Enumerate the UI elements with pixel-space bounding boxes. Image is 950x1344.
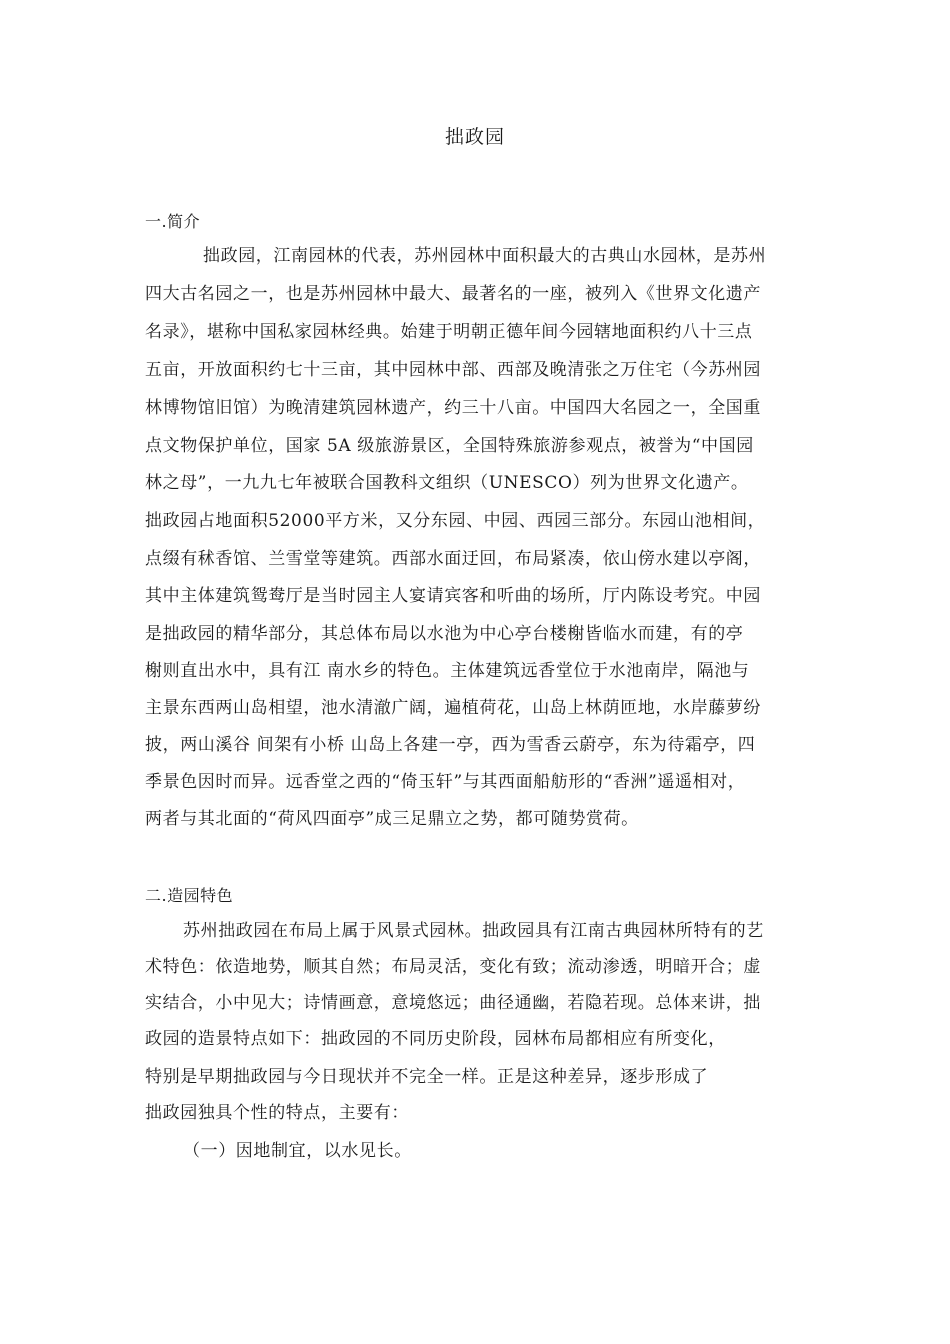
paragraph-line: 披，两山溪谷 间架有小桥 山岛上各建一亭，西为雪香云蔚亭，东为待霜亭，四 xyxy=(145,735,756,755)
paragraph-line: 四大古名园之一，也是苏州园林中最大、最著名的一座，被列入《世界文化遗产 xyxy=(145,284,761,304)
paragraph-line: 苏州拙政园在布局上属于风景式园林。拙政园具有江南古典园林所特有的艺 xyxy=(183,921,764,941)
subsection-heading: （一）因地制宜，以水见长。 xyxy=(183,1141,412,1161)
paragraph-line: 是拙政园的精华部分，其总体布局以水池为中心亭台楼榭皆临水而建，有的亭 xyxy=(145,624,744,644)
paragraph-line: 政园的造景特点如下：拙政园的不同历史阶段，园林布局都相应有所变化， xyxy=(145,1029,726,1049)
paragraph-line: 主景东西两山岛相望，池水清澈广阔，遍植荷花，山岛上林荫匝地，水岸藤萝纷 xyxy=(145,698,761,718)
paragraph-line: 实结合，小中见大；诗情画意，意境悠远；曲径通幽，若隐若现。总体来讲，拙 xyxy=(145,993,761,1013)
paragraph-line: 特别是早期拙政园与今日现状并不完全一样。正是这种差异，逐步形成了 xyxy=(145,1067,709,1087)
paragraph-line: 术特色：依造地势，顺其自然；布局灵活，变化有致；流动渗透，明暗开合；虚 xyxy=(145,957,761,977)
paragraph-line: 点缀有秫香馆、兰雪堂等建筑。西部水面迂回，布局紧凑，依山傍水建以亭阁， xyxy=(145,549,761,569)
page-title: 拙政园 xyxy=(444,126,505,148)
paragraph-line: 拙政园占地面积52000平方米，又分东园、中园、西园三部分。东园山池相间， xyxy=(145,511,766,531)
paragraph-line: 拙政园独具个性的特点，主要有： xyxy=(145,1103,409,1123)
paragraph-line: 林之母”，一九九七年被联合国教科文组织（UNESCO）列为世界文化遗产。 xyxy=(145,473,749,493)
section-heading-intro: 一.简介 xyxy=(145,212,201,231)
paragraph-line: 林博物馆旧馆）为晚清建筑园林遗产，约三十八亩。中国四大名园之一，全国重 xyxy=(145,398,761,418)
paragraph-line: 五亩，开放面积约七十三亩，其中园林中部、西部及晚清张之万住宅（今苏州园 xyxy=(145,360,761,380)
paragraph-line: 名录》，堪称中国私家园林经典。始建于明朝正德年间今园辖地面积约八十三点 xyxy=(145,322,753,342)
paragraph-line: 榭则直出水中，具有江 南水乡的特色。主体建筑远香堂位于水池南岸，隔池与 xyxy=(145,661,750,681)
section-heading-features: 二.造园特色 xyxy=(145,886,234,905)
paragraph-line: 两者与其北面的“荷风四面亭”成三足鼎立之势，都可随势赏荷。 xyxy=(145,809,639,829)
paragraph-line: 季景色因时而异。远香堂之西的“倚玉轩”与其西面船舫形的“香洲”遥遥相对， xyxy=(145,772,746,792)
paragraph-line: 点文物保护单位，国家 5A 级旅游景区，全国特殊旅游参观点，被誉为“中国园 xyxy=(145,436,754,456)
paragraph-line: 拙政园，江南园林的代表，苏州园林中面积最大的古典山水园林，是苏州 xyxy=(203,246,767,266)
paragraph-line: 其中主体建筑鸳鸯厅是当时园主人宴请宾客和听曲的场所，厅内陈设考究。中园 xyxy=(145,586,761,606)
